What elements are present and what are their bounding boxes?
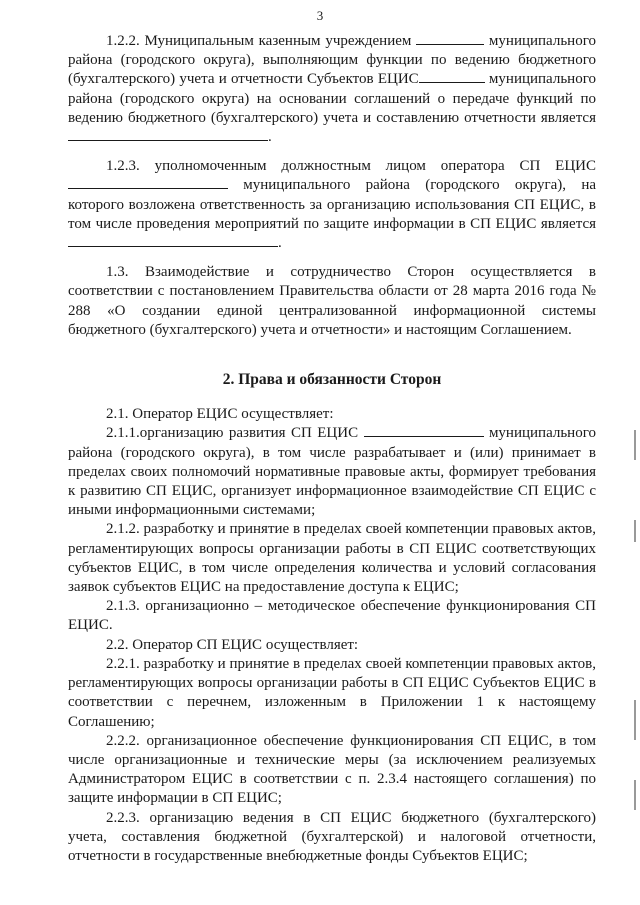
paragraph-1-2-2-part-3: муниципального района (городского округа) на основании соглашений о передаче функций по ведению бюджетного (бухгалтерского) учета и составлению отчетности является	[68, 71, 596, 126]
scan-edge-mark	[634, 520, 636, 542]
paragraph-2-1: 2.1. Оператор ЕЦИС осуществляет:	[106, 406, 334, 423]
paragraph-1-2-2-part-4: .	[268, 129, 272, 146]
scan-edge-mark	[634, 780, 636, 810]
paragraph-1-3: 1.3. Взаимодействие и сотрудничество Сторон осуществляется в соответствии с постановлением Правительства области от 28 марта 2016 года № 288 «О создании единой централизованной информационной системы бюджетного (бухгалтерского) учета и отчетности» и настоящим Соглашением.	[68, 264, 596, 338]
paragraph-2-2-2: 2.2.2. организационное обеспечение функционирования СП ЕЦИС, в том числе организационные и технические меры (за исключением реализуемых Администратором ЕЦИС в соответствии с п. 2.3.4 настоящего соглашения) по защите информации в СП ЕЦИС;	[68, 732, 596, 807]
paragraph-1-2-2	[68, 32, 596, 147]
blank-field	[68, 128, 268, 141]
blank-field	[68, 176, 228, 189]
scan-edge-mark	[634, 430, 636, 460]
paragraph-2-1-3: 2.1.3. организационно – методическое обеспечение функционирования СП ЕЦИС.	[68, 598, 596, 634]
paragraph-1-2-3-part-2: муниципального района (городского округа), на которого возложена ответственность за организацию использования СП ЕЦИС, в том числе проведения мероприятий по защите информации в СП ЕЦИС является	[68, 177, 596, 232]
blank-field	[68, 234, 278, 247]
blank-field	[364, 424, 484, 437]
paragraph-2-1-1-part-1: 2.1.1.организацию развития СП ЕЦИС	[106, 425, 364, 442]
paragraph-1-2-2-part-2: муниципального района (городского округа), выполняющим функции по ведению бюджетного (бухгалтерского) учета и отчетности Субъектов ЕЦИС	[68, 33, 596, 88]
paragraph-2-2-1: 2.2.1. разработку и принятие в пределах своей компетенции правовых актов, регламентирующих вопросы организации работы в СП ЕЦИС Субъектов ЕЦИС в соответствии с перечнем, изложенным в Приложении 1 к настоящему Соглашению;	[68, 655, 596, 730]
document-body	[68, 32, 596, 866]
paragraph-2-1-1	[68, 424, 596, 520]
paragraph-2-1-2: 2.1.2. разработку и принятие в пределах своей компетенции правовых актов, регламентирующих вопросы организации работы в СП ЕЦИС соответствующих субъектов ЕЦИС, в том числе определения количества и условий согласования заявок субъектов ЕЦИС на предоставление доступа к ЕЦИС;	[68, 521, 596, 596]
paragraph-1-2-3	[68, 157, 596, 253]
blank-field	[416, 32, 484, 45]
paragraph-1-2-3-part-3: .	[278, 235, 282, 252]
paragraph-2-1-1-part-2: муниципального района (городского округа), в том числе разрабатывает и (или) принимает в пределах своих полномочий нормативные правовые акты, формирует требования к развитию СП ЕЦИС, организует информационное взаимодействие СП ЕЦИС с иными информационными системами;	[68, 425, 596, 519]
page-number: 3	[316, 8, 324, 23]
blank-field	[419, 70, 485, 83]
scan-edge-mark	[634, 700, 636, 740]
paragraph-2-2: 2.2. Оператор СП ЕЦИС осуществляет:	[106, 636, 359, 653]
paragraph-1-2-3-part-1: 1.2.3. уполномоченным должностным лицом оператора СП ЕЦИС	[106, 158, 596, 175]
paragraph-1-2-2-part-1: 1.2.2. Муниципальным казенным учреждением	[106, 33, 417, 49]
section-title: 2. Права и обязанности Сторон	[222, 371, 442, 389]
paragraph-2-2-3: 2.2.3. организацию ведения в СП ЕЦИС бюджетного (бухгалтерского) учета, составления бюджетной (бухгалтерской) и налоговой отчетности, отчетности в государственные внебюджетные фонды Субъектов ЕЦИС;	[68, 809, 596, 864]
